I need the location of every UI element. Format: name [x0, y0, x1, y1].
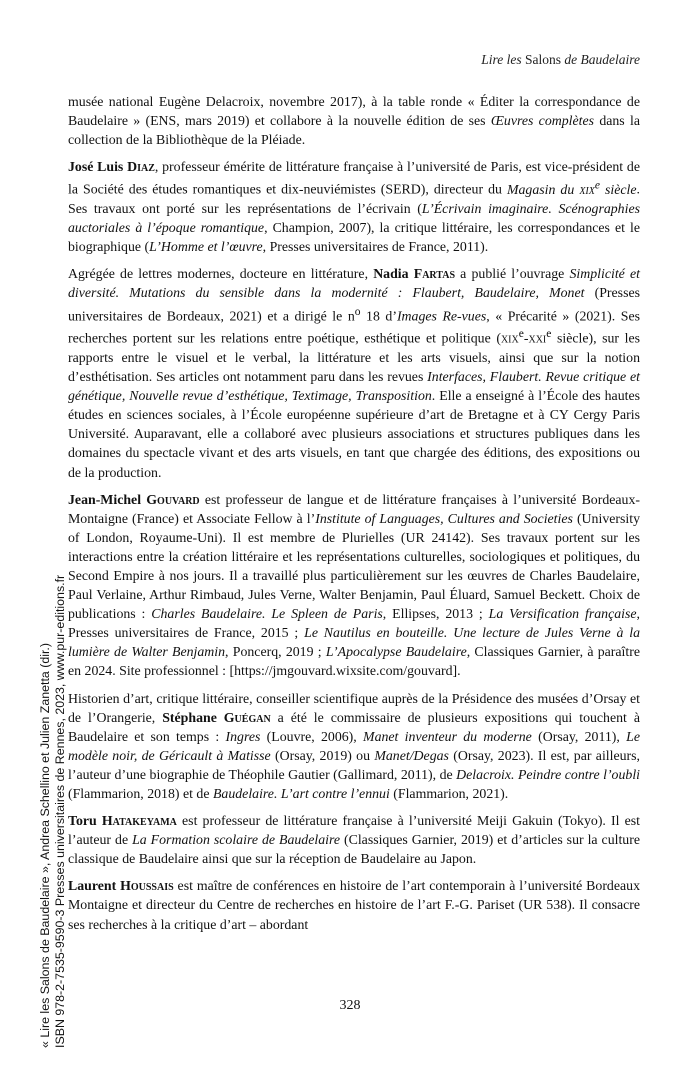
italic-title: Le modèle noir, de Géricault à Matisse [68, 728, 640, 763]
running-head-part-b: de Baudelaire [561, 52, 640, 67]
running-head-salons: Salons [525, 52, 562, 67]
text-run: siècle), sur les rapports entre le visuel et le verbal, la littérature et les arts visuels, ainsi que sur la notion d’esthétisation. Ses articles ont notamment paru dans les revues [68, 330, 641, 385]
superscript: e [546, 328, 552, 341]
text-run: , Presses universitaires de France, 2011). [262, 239, 489, 255]
italic-title: Le Nautilus en bouteille. Une lecture de Jules Verne à la lumière de Walter Benjamin [68, 625, 640, 660]
italic-title: Manet/Degas [374, 747, 449, 763]
text-run: , Poncerq, 2019 ; [225, 644, 326, 660]
text-run: (Flammarion, 2018) et de [68, 786, 213, 802]
side-imprint-line-1: « Lire les Salons de Baudelaire », Andrea Schellino et Julien Zanetta (dir.) [38, 642, 52, 1048]
text-run: , professeur émérite de littérature française à l’université de Paris, est vice-président de la Société des études romantiques et dix-neuviémistes (SERD), directeur du [68, 159, 640, 197]
text-run: musée national Eugène Delacroix, novembre 2017), à la table ronde « Éditer la correspondance de Baudelaire » (ENS, mars 2019) et collabore à la nouvelle édition de ses [68, 94, 640, 129]
text-run: , « Précarité » (2021). Ses recherches portent sur les relations entre poétique, esthétique et politique ( [68, 308, 640, 346]
text-run: . Ses travaux ont porté sur les représentations de l’écrivain ( [68, 181, 640, 217]
author-name: Nadia Fartas [373, 266, 456, 282]
text-run: (Louvre, 2006), [260, 728, 364, 744]
text-run: est maître de conférences en histoire de l’art contemporain à l’université Bordeaux Montaigne et directeur du Centre de recherches en histoire de l’art F.-G. Pariset (UR 538). Il consacre ses recherches à la critique d’art – abordant [68, 878, 640, 932]
italic-title: Magasin du xix$^e$ siècle [506, 179, 637, 197]
author-name: Stéphane Guégan [162, 709, 271, 725]
text-run: , Ellipses, 2013 ; [382, 606, 489, 622]
italic-title: Institute of Languages, Cultures and Societies [315, 510, 573, 526]
italic-title: Images Re-vues [396, 308, 487, 324]
text-run: a été le commissaire de plusieurs expositions qui touchent à Baudelaire et son temps : [68, 709, 640, 744]
author-name: José Luis Diaz [68, 159, 155, 175]
superscript: e [518, 328, 524, 341]
text-run: (Orsay, 2023). Il est, par ailleurs, l’auteur d’une biographie de Théophile Gautier (Gallimard, 2011), de [68, 747, 641, 782]
italic-title: Baudelaire. L’art contre l’ennui [212, 786, 390, 802]
side-imprint [38, 574, 67, 1048]
italic-title: Charles Baudelaire. Le Spleen de Paris [151, 606, 383, 622]
bio-diaz [68, 157, 640, 256]
text-run: Agrégée de lettres modernes, docteure en littérature, [68, 266, 374, 282]
text-run: 18 d’ [360, 308, 397, 324]
text-run: dans la collection de la Bibliothèque de la Pléiade. [68, 113, 640, 148]
text-run: , Champion, 2007), la critique littéraire, les correspondances et le biographique ( [68, 220, 640, 255]
text-run: Historien d’art, critique littéraire, conseiller scientifique auprès de la Présidence des musées d’Orsay et de l’Orangerie, [68, 690, 640, 725]
italic-title: La Formation scolaire de Baudelaire [132, 832, 340, 848]
italic-title: Manet inventeur du moderne [363, 728, 532, 744]
italic-title: Œuvres complètes [490, 113, 595, 129]
text-run: (Orsay, 2011), [531, 728, 627, 744]
bio-guegan [68, 689, 640, 804]
text-run: a publié l’ouvrage [455, 266, 570, 282]
italic-title: Ingres [225, 728, 261, 744]
italic-title: L’Apocalypse Baudelaire [325, 644, 467, 660]
page-number: 328 [339, 998, 361, 1013]
text-run: , Classiques Garnier, à paraître en 2024. Site professionnel : [https://jmgouvard.wixsite.com/gouvard]. [68, 644, 640, 679]
text-run: est professeur de langue et de littérature françaises à l’université Bordeaux-Montaigne (France) et Associate Fellow à l’ [68, 491, 640, 526]
text-run: (Flammarion, 2021). [389, 786, 509, 802]
italic-title: Delacroix. Peindre contre l’oubli [456, 766, 641, 782]
text-body [68, 92, 640, 942]
bio-fartas [68, 264, 640, 481]
italic-title: Interfaces, Flaubert. Revue critique et génétique, Nouvelle revue d’esthétique, Textimage, Transposition [68, 369, 640, 404]
italic-title: Simplicité et diversité. Mutations du sensible dans la modernité : Flaubert, Baudelaire, Monet [68, 266, 640, 301]
paragraph-continuation [68, 92, 640, 149]
running-head [68, 52, 640, 68]
superscript: o [354, 305, 361, 318]
century-numeral: xix [500, 330, 519, 346]
italic-title: L’Homme et l’œuvre [149, 239, 263, 255]
text-run: - [523, 330, 529, 346]
text-run: (University of London, Royaume-Uni). Il est membre de Plurielles (UR 24142). Ses travaux portent sur les interactions entre la création littéraire et les représentations culturelles, sociologiques et politiques, du Second Empire à nos jours. Il a travaillé plus particulièrement sur les œuvres de Charles Baudelaire, Paul Verlaine, Arthur Rimbaud, Jules Verne, Walter Benjamin, Paul Éluard, Samuel Beckett. Choix de publications : [68, 510, 640, 622]
author-name: Jean-Michel Gouvard [68, 491, 200, 507]
text-run: (Presses universitaires de Bordeaux, 2021) et a dirigé le n [68, 285, 640, 324]
running-head-part-a: Lire les [481, 52, 525, 67]
author-name: Laurent Houssais [68, 878, 174, 894]
text-run: (Classiques Garnier, 2019) et d’articles sur la culture classique de Baudelaire ainsi que sur la réception de Baudelaire au Japon. [68, 832, 640, 867]
bio-houssais [68, 876, 640, 933]
author-name: Toru Hatakeyama [68, 813, 177, 829]
century-numeral: xxi [528, 330, 547, 346]
bio-hatakeyama [68, 811, 640, 868]
italic-title: La Versification française [488, 606, 637, 622]
text-run: (Orsay, 2019) ou [270, 747, 375, 763]
text-run: . Elle a enseigné à l’École des hautes études en sciences sociales, à l’École européenne supérieure d’art de Bretagne et à CY Cergy Paris Université. Auparavant, elle a collaboré avec plusieurs associations et structures publiques dans les domaines du spectacle vivant et des arts visuels, en tant que chargée des éditions, des expositions ou de la production. [68, 388, 640, 480]
side-imprint-line-2: ISBN 978-2-7535-9590-3 Presses universitaires de Rennes, 2023, www.pur-editions.fr [52, 574, 67, 1048]
italic-title: L’Écrivain imaginaire. Scénographies auctoriales à l’époque romantique [68, 201, 640, 236]
text-run: , Presses universitaires de France, 2015 ; [68, 606, 640, 641]
text-run: est professeur de littérature française à l’université Meiji Gakuin (Tokyo). Il est l’auteur de [68, 813, 640, 848]
bio-gouvard [68, 490, 640, 681]
